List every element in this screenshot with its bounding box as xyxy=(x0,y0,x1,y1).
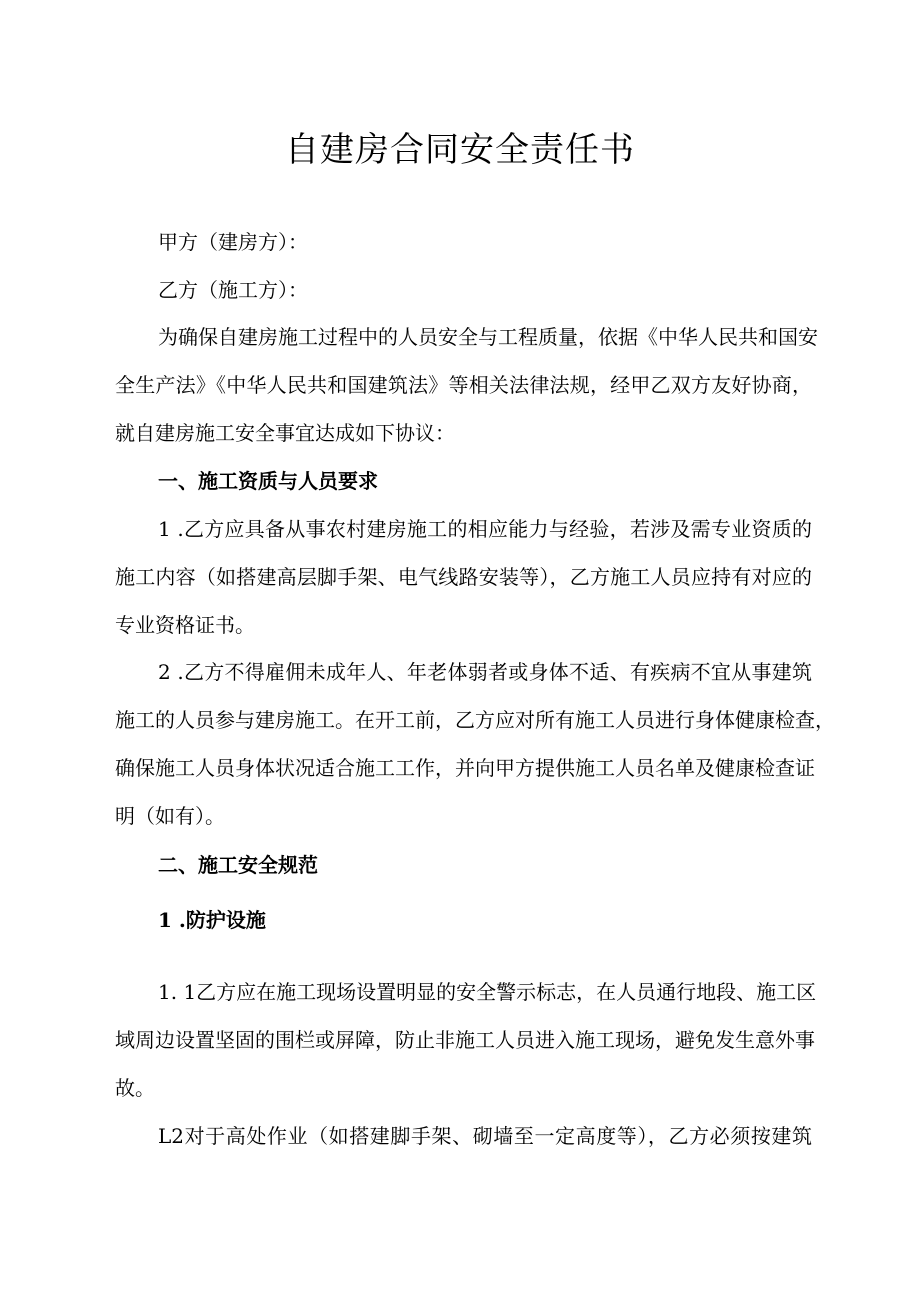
item-1-line-2: 施工内容（如搭建高层脚手架、电气线路安装等），乙方施工人员应持有对应的 xyxy=(115,565,812,589)
item-1-1-line-2: 域周边设置坚固的围栏或屏障，防止非施工人员进入施工现场，避免发生意外事 xyxy=(115,1028,815,1052)
item-1-line-1: 1 .乙方应具备从事农村建房施工的相应能力与经验，若涉及需专业资质的 xyxy=(158,517,812,541)
section-1-heading: 一、施工资质与人员要求 xyxy=(158,469,378,493)
subsection-1-heading: 1 .防护设施 xyxy=(158,908,266,932)
item-2-line-4: 明（如有）。 xyxy=(115,804,225,828)
item-1-1-line-3: 故。 xyxy=(115,1076,155,1100)
item-2-line-3: 确保施工人员身体状况适合施工工作，并向甲方提供施工人员名单及健康检查证 xyxy=(115,756,815,780)
item-2-line-1: 2 .乙方不得雇佣未成年人、年老体弱者或身体不适、有疾病不宜从事建筑 xyxy=(158,660,812,684)
intro-line-2: 全生产法》《中华人民共和国建筑法》等相关法律法规，经甲乙双方友好协商， xyxy=(115,373,812,397)
item-1-2-line-1: L2对于高处作业（如搭建脚手架、砌墙至一定高度等），乙方必须按建筑 xyxy=(158,1124,812,1148)
intro-line-3: 就自建房施工安全事宜达成如下协议： xyxy=(115,421,455,445)
item-1-line-3: 专业资格证书。 xyxy=(115,613,255,637)
section-2-heading: 二、施工安全规范 xyxy=(158,853,318,877)
document-title: 自建房合同安全责任书 xyxy=(285,130,635,170)
party-b-line: 乙方（施工方）： xyxy=(158,278,308,302)
item-2-line-2: 施工的人员参与建房施工。在开工前，乙方应对所有施工人员进行身体健康检查， xyxy=(115,708,835,732)
item-1-1-line-1: 1. 1乙方应在施工现场设置明显的安全警示标志，在人员通行地段、施工区 xyxy=(158,980,817,1004)
party-a-line: 甲方（建房方）： xyxy=(158,230,308,254)
intro-line-1: 为确保自建房施工过程中的人员安全与工程质量，依据《中华人民共和国安 xyxy=(158,325,818,349)
